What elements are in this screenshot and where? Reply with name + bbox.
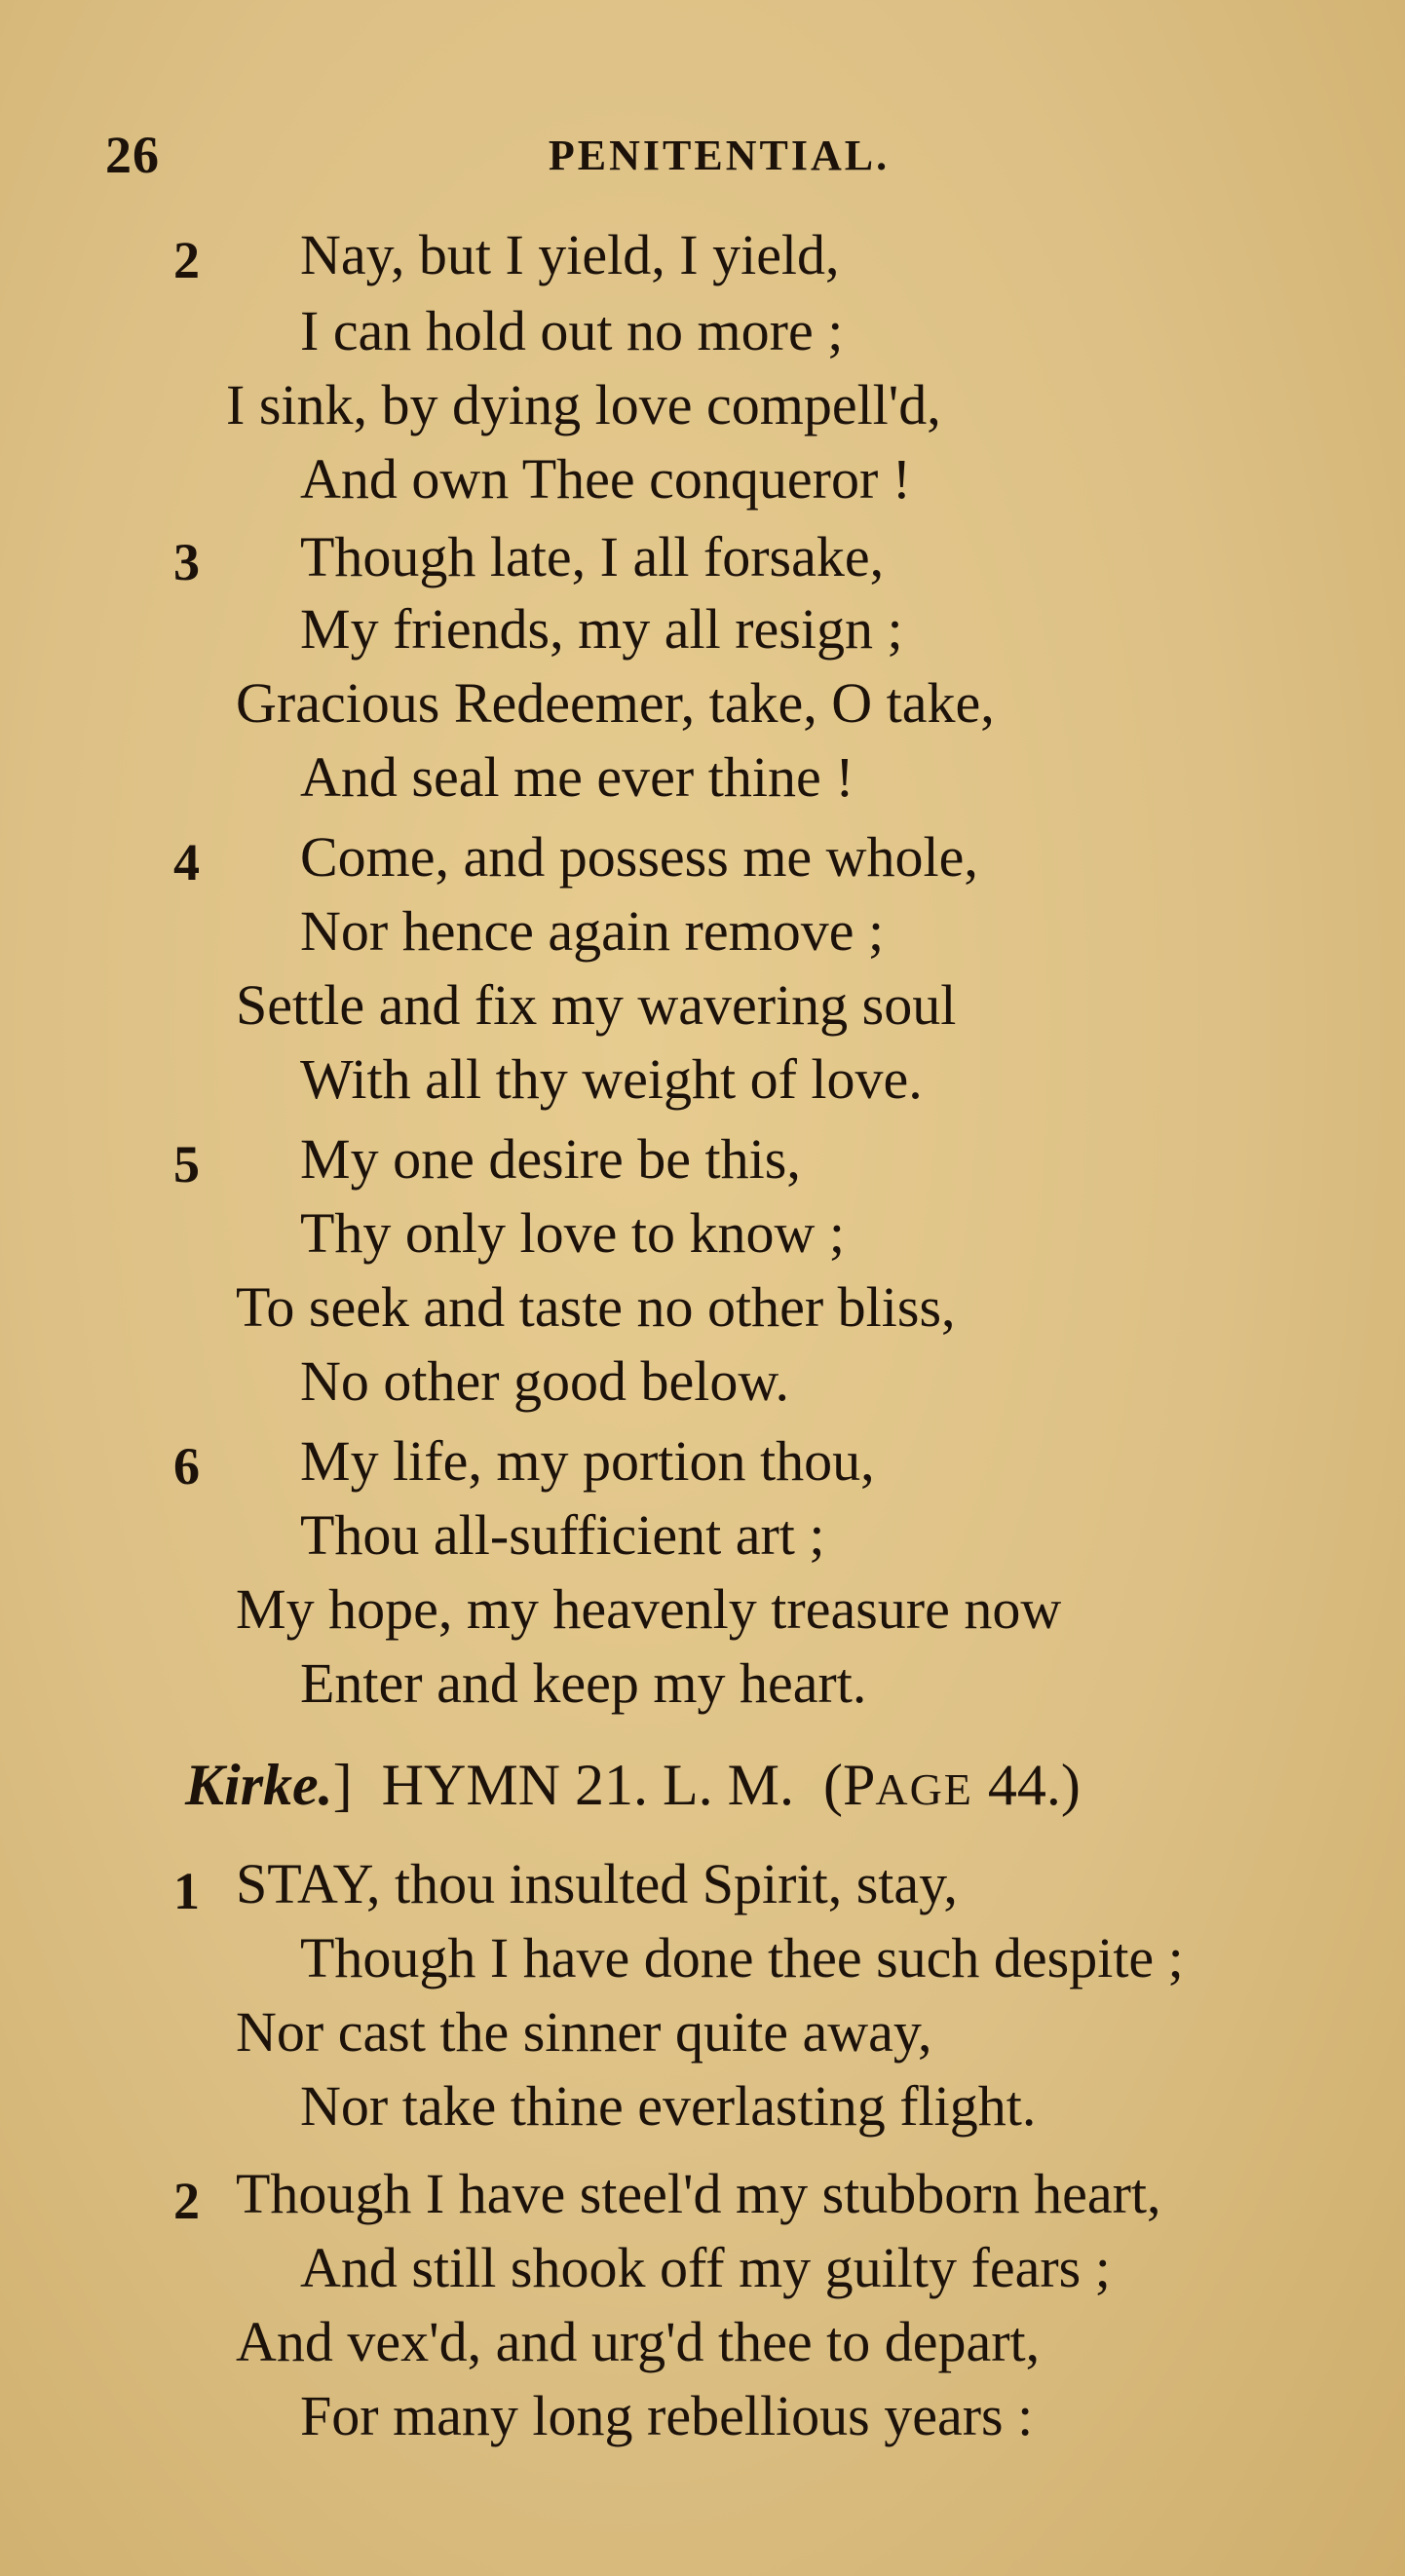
verse-line: Settle and fix my wavering soul: [236, 973, 957, 1037]
verse-number: 2: [173, 2172, 200, 2230]
verse-line: Nor take thine everlasting flight.: [300, 2074, 1037, 2138]
verse-line: Though I have steel'd my stubborn heart,: [236, 2162, 1161, 2225]
verse-line: Nor hence again remove ;: [300, 899, 885, 963]
verse-line: With all thy weight of love.: [300, 1047, 923, 1111]
verse-number: 2: [173, 231, 200, 289]
verse-line: Thou all-sufficient art ;: [300, 1503, 825, 1567]
page-ref-open: (P: [823, 1753, 876, 1817]
verse-line: My one desire be this,: [300, 1127, 801, 1191]
verse-line: For many long rebellious years :: [300, 2384, 1034, 2447]
verse-line: Come, and possess me whole,: [300, 825, 978, 889]
verse-line: Gracious Redeemer, take, O take,: [236, 671, 995, 735]
verse-number: 6: [173, 1437, 200, 1496]
verse-number: 3: [173, 533, 200, 591]
verse-number: 1: [173, 1862, 200, 1920]
verse-line: I can hold out no more ;: [300, 299, 844, 362]
verse-line: Though I have done thee such despite ;: [300, 1926, 1184, 1989]
verse-line: My friends, my all resign ;: [300, 597, 903, 661]
hymn-author: Kirke.: [185, 1753, 333, 1817]
running-title: PENITENTIAL.: [548, 132, 891, 179]
page-header: [105, 125, 1333, 183]
hymn-title: HYMN 21. L. M.: [381, 1753, 794, 1817]
verse-line: To seek and taste no other bliss,: [236, 1275, 956, 1339]
verse-number: 5: [173, 1135, 200, 1193]
verse-line: And seal me ever thine !: [300, 745, 854, 809]
hymn-heading: [185, 1752, 1081, 1819]
heading-bracket: ]: [332, 1753, 353, 1817]
verse-line: Though late, I all forsake,: [300, 525, 885, 588]
verse-number: 4: [173, 833, 200, 891]
verse-line: And own Thee conqueror !: [300, 447, 912, 511]
verse-line: STAY, thou insulted Spirit, stay,: [236, 1852, 958, 1915]
verse-line: And still shook off my guilty fears ;: [300, 2236, 1111, 2299]
verse-line: Nay, but I yield, I yield,: [300, 223, 840, 286]
page-ref-smallcaps: AGE: [875, 1764, 973, 1814]
verse-line: I sink, by dying love compell'd,: [226, 373, 941, 436]
verse-line: Nor cast the sinner quite away,: [236, 2000, 932, 2064]
verse-line: And vex'd, and urg'd thee to depart,: [236, 2310, 1041, 2373]
verse-line: Enter and keep my heart.: [300, 1651, 867, 1715]
verse-line: My hope, my heavenly treasure now: [236, 1577, 1062, 1641]
verse-line: My life, my portion thou,: [300, 1429, 875, 1493]
verse-line: Thy only love to know ;: [300, 1201, 846, 1265]
verse-line: No other good below.: [300, 1349, 790, 1413]
page-number: 26: [105, 126, 160, 184]
page-ref-close: 44.): [972, 1753, 1081, 1817]
